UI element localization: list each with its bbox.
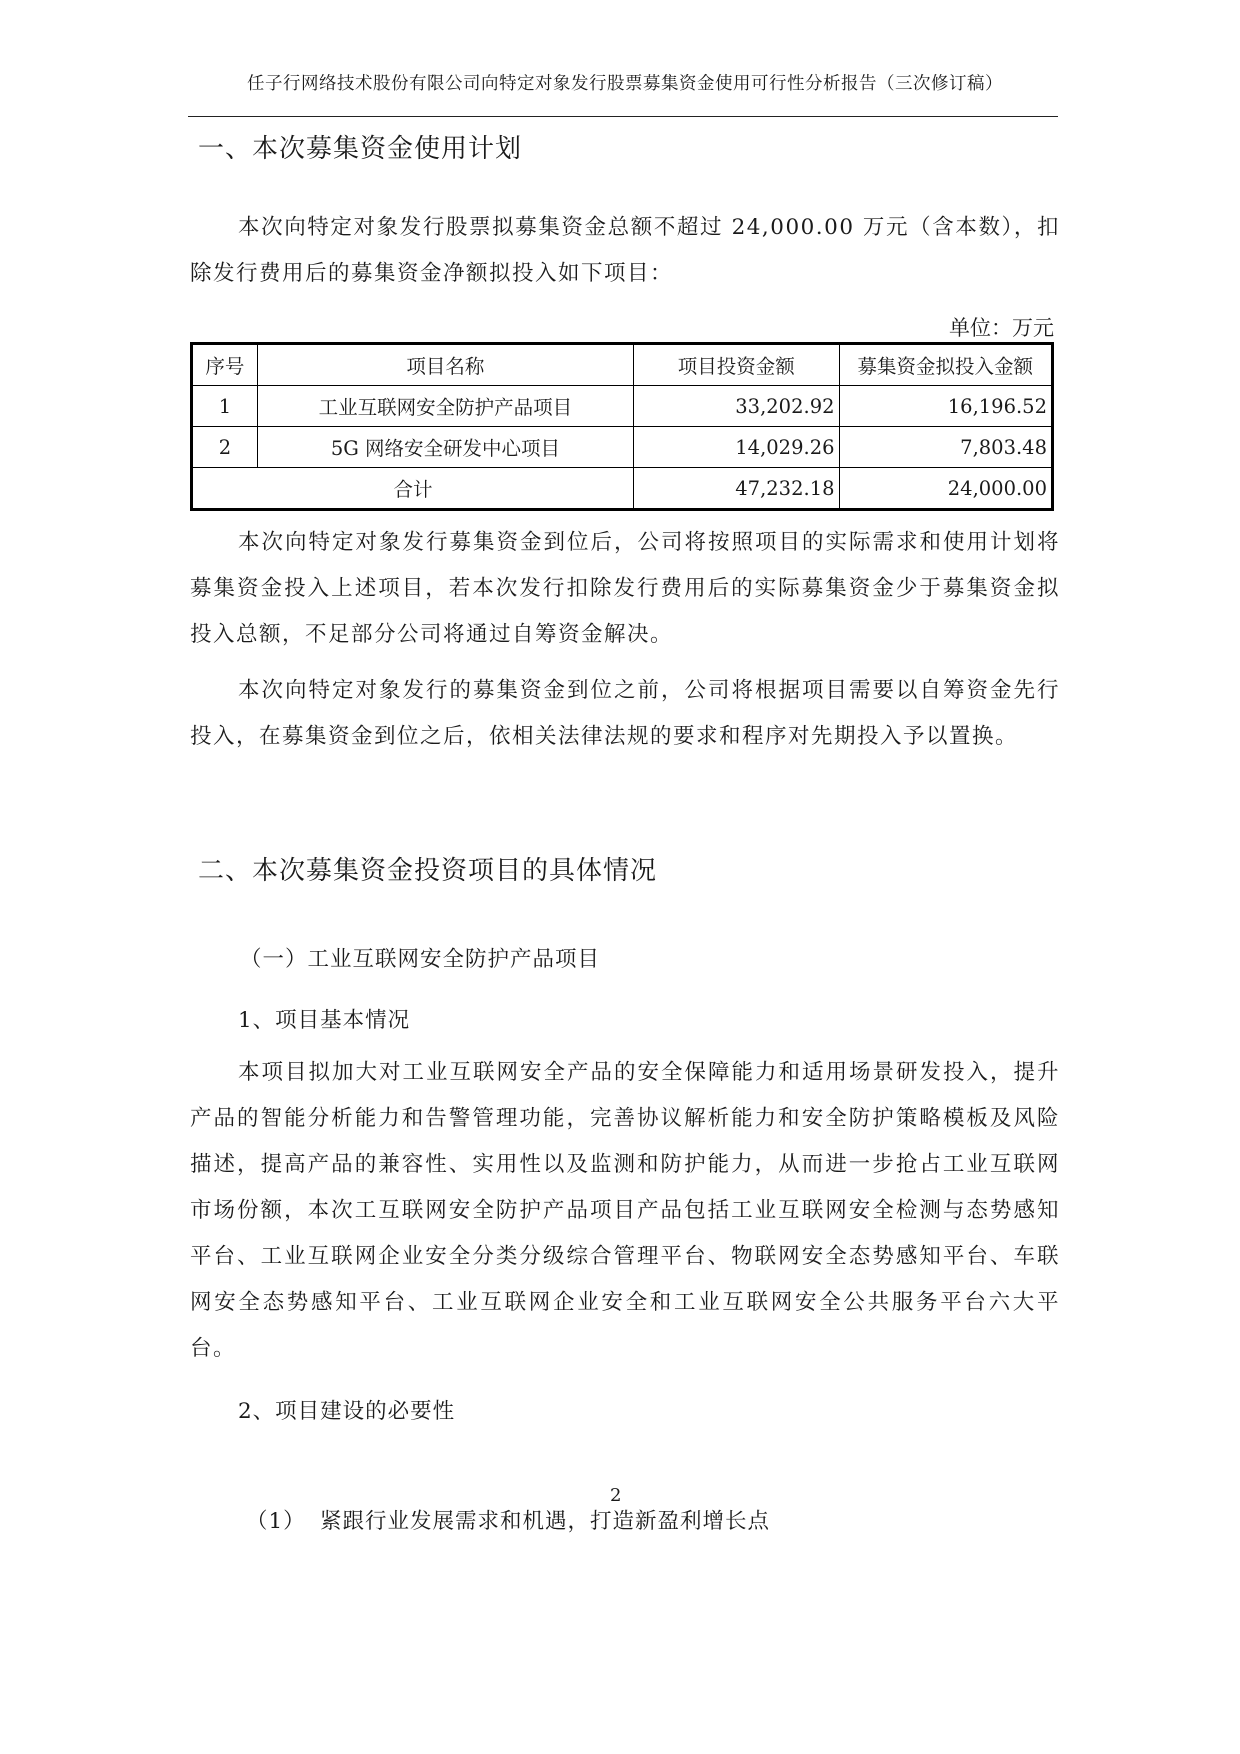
section1-heading: 一、本次募集资金使用计划 <box>198 134 523 164</box>
header-rule <box>188 116 1058 117</box>
row-no: 1 <box>192 386 258 427</box>
section2-heading: 二、本次募集资金投资项目的具体情况 <box>198 856 658 886</box>
item1-heading: 1、项目基本情况 <box>238 1008 411 1033</box>
row-name: 工业互联网安全防护产品项目 <box>257 386 633 427</box>
header-raise: 募集资金拟投入金额 <box>839 344 1052 386</box>
total-investment: 47,232.18 <box>634 468 839 510</box>
section1-intro: 本次向特定对象发行股票拟募集资金总额不超过 24,000.00 万元（含本数），扣除发行费用后的募集资金净额拟投入如下项目： <box>190 215 1060 286</box>
table-total-row <box>192 468 1053 510</box>
row-investment: 14,029.26 <box>634 427 839 468</box>
row-investment: 33,202.92 <box>634 386 839 427</box>
fund-table <box>190 342 1054 511</box>
table-header-row <box>192 344 1053 386</box>
table-row <box>192 427 1053 468</box>
header-no: 序号 <box>192 344 258 386</box>
total-label: 合计 <box>192 468 634 510</box>
table-row <box>192 386 1053 427</box>
header-investment: 项目投资金额 <box>634 344 839 386</box>
sub-item-text: 紧跟行业发展需求和机遇，打造新盈利增长点 <box>320 1509 771 1534</box>
item1-body: 本项目拟加大对工业互联网安全产品的安全保障能力和适用场景研发投入，提升产品的智能分析能力和告警管理功能，完善协议解析能力和安全防护策略模板及风险描述，提高产品的兼容性、实用性以及监测和防护能力，从而进一步抢占工业互联网市场份额，本次工互联网安全防护产品项目产品包括工业互联网安全检测与态势感知平台、工业互联网企业安全分类分级综合管理平台、物联网安全态势感知平台、车联网安全态势感知平台、工业互联网企业安全和工业互联网安全公共服务平台六大平台。 <box>190 1060 1060 1361</box>
unit-label: 单位：万元 <box>949 316 1054 340</box>
row-name: 5G 网络安全研发中心项目 <box>257 427 633 468</box>
row-raise: 7,803.48 <box>839 427 1052 468</box>
header-name: 项目名称 <box>257 344 633 386</box>
page-number: 2 <box>610 1485 622 1506</box>
section1-para1: 本次向特定对象发行募集资金到位后，公司将按照项目的实际需求和使用计划将募集资金投入上述项目，若本次发行扣除发行费用后的实际募集资金少于募集资金拟投入总额，不足部分公司将通过自筹资金解决。 <box>190 530 1060 647</box>
page-header: 任子行网络技术股份有限公司向特定对象发行股票募集资金使用可行性分析报告（三次修订稿） <box>247 74 1003 94</box>
total-raise: 24,000.00 <box>839 468 1052 510</box>
row-no: 2 <box>192 427 258 468</box>
row-raise: 16,196.52 <box>839 386 1052 427</box>
section1-para2: 本次向特定对象发行的募集资金到位之前，公司将根据项目需要以自筹资金先行投入，在募集资金到位之后，依相关法律法规的要求和程序对先期投入予以置换。 <box>190 678 1060 749</box>
sub-item-marker: （1） <box>246 1509 306 1534</box>
subsection-1-title: （一）工业互联网安全防护产品项目 <box>240 947 601 972</box>
item2-heading: 2、项目建设的必要性 <box>238 1399 456 1424</box>
